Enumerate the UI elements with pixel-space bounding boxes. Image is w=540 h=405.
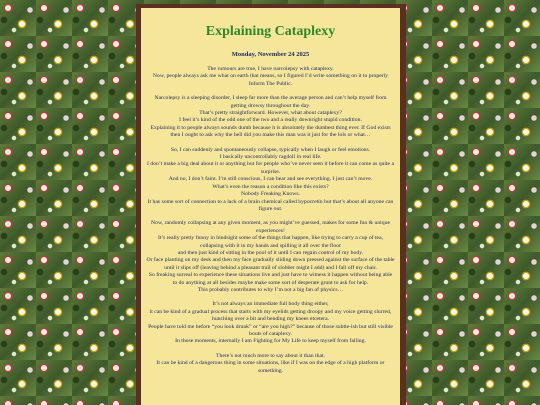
post-line: So, I can suddenly and spontaneously collapse, typically when I laugh or feel emotions. [170,146,371,153]
blog-title: Explaining Cataplexy [205,24,336,39]
post-paragraph [146,147,395,214]
post-line: I feel it’s kind of the odd one of the two and a really downright stupid condition. [179,117,362,124]
post-line: It’s not always an immediate full body thing either, [212,301,329,308]
post-line: Narcolepsy is a sleeping disorder, I sleep far more than the average person and can’t help myself from getting drowsy throughout the day. [154,95,387,109]
post-line: So freaking surreal to experience these situations live and just have to witness it happen without being able to do anything at all besides maybe make some sort of desperate grunt to ask for help. [148,272,393,286]
post-paragraph [146,220,395,294]
post-line: Explaining it to people always sounds dumb because it is absolutely the dumbest thing ever. If God exists then I ought to ask why the hell did you make this man was it just for the lols or what… [150,124,391,139]
post-line: What’s even the reason a condition like this exists? [212,183,329,190]
post-line: It can be kind of a dangerous thing in some situations, like if I was on the edge of a high platform or something. [156,360,385,374]
post-paragraph [146,95,395,139]
post-line: That’s pretty straightforward. However, what about cataplexy? [199,110,342,117]
post-line: I don’t make a big deal about it or anything but for people who’ve never seen it before it can come as quite a surprise. [146,161,395,175]
post-paragraph [146,66,395,88]
post-line: In those moments, internally I am Fighting for My Life to keep myself from falling. [175,338,366,345]
post-line: It’s really pretty funny in hindsight some of the things that happen, like trying to carry a cup of tea, collapsing with it in my hands and spilling it all over the floor [157,235,384,249]
post-line: It has some sort of connection to a lack of a brain chemical called hypocretin but that’s about all anyone can figure out. [147,198,394,212]
post-line: and then just kind of sitting in the pool of it until I can regain control of my body. [177,249,364,256]
post-date: Monday, November 24 2025 [231,51,310,58]
post-line: There’s not much more to say about it than that. [216,352,325,359]
post-line: Now, randomly collapsing at any given moment, as you might’ve guessed, makes for some fun & unique experiences! [151,220,390,234]
post-line: Or face planting on my desk and then my face gradually sliding down pressed against the surface of the table until it slips off (leaving behind a pleasant trail of slobber might I add) and I fall off my chair. [146,257,395,271]
post-line: The rumours are true, I have narcolepsy with cataplexy. [207,66,334,72]
post-line: And no, I don’t faint. I’m still conscious, I can hear and see everything. I just can’t move. [168,176,373,183]
post-line: I basically uncontrollably ragdoll in real life. [219,154,322,161]
post-line: This probably contributes to why I’m not a big fan of physics… [197,286,344,293]
post-line: it can be kind of a gradual process that starts with my eyelids getting droopy and my voice getting slurred, hunching over a bit and bending my knees etcetera. [149,308,392,323]
post-paragraph [146,353,395,375]
post-paragraph [146,301,395,345]
post-body [141,58,400,375]
post-line: Nobody Freaking Knows. [241,191,300,198]
blog-post-panel [141,8,400,405]
post-line: Now, people always ask me what on earth that means, so I figured I’d write something on it to properly Inform The Public. [152,73,389,87]
post-line: People have told me before “you look drunk” or “are you high?” because of those subtle-ish but still visible bouts of cataplexy. [148,323,393,337]
